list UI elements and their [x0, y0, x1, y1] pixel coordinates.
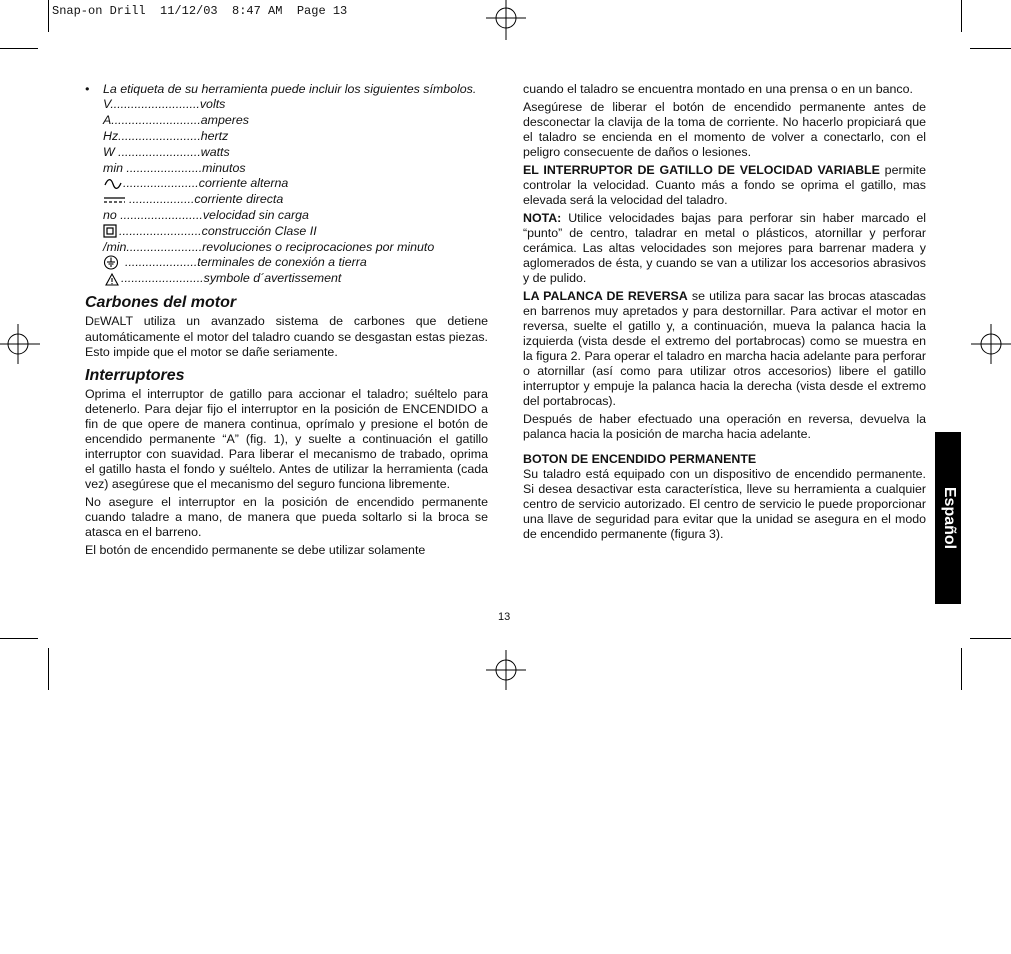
symbol-desc: volts [199, 97, 226, 112]
class-ii-construction-icon [103, 224, 119, 238]
symbol-key: ..................... [125, 255, 198, 270]
registration-mark-icon [486, 650, 526, 690]
symbols-intro-text: La etiqueta de su herramienta puede incluir los siguientes símbolos. [103, 82, 477, 96]
bullet-dot: • [85, 82, 90, 96]
crop-mark [970, 48, 1011, 49]
boton-heading: BOTON DE ENCENDIDO PERMANENTE [523, 452, 757, 466]
section-heading-interruptores: Interruptores [85, 366, 185, 384]
symbol-key: min ...................... [103, 160, 203, 175]
print-slug: Snap-on Drill 11/12/03 8:47 AM Page 13 [52, 4, 348, 18]
crop-mark [961, 0, 962, 32]
left-column [85, 82, 488, 561]
symbol-row [103, 239, 488, 255]
symbol-key: ........................ [121, 271, 204, 286]
symbol-key: /min...................... [103, 239, 203, 254]
symbol-desc: corriente directa [194, 192, 284, 207]
symbol-key: V.......................... [103, 97, 200, 112]
nota-text: Utilice velocidades bajas para perforar sin haber marcado el “punto” de centro, taladrar en metal o plásticos, atornillar y perforar cerámica. Las altas velocidades son mejores para barrenar madera y aglomerados de ésta, y cuando se van a utilizar los accesorios abrasivos y de pulido. [523, 211, 926, 285]
symbol-desc: amperes [200, 113, 249, 128]
interruptores-paragraph-2: No asegure el interruptor en la posición de encendido permanente cuando taladre a mano, de manera que pueda soltarlo si la broca se atasca en el barreno. [85, 494, 488, 539]
brand-rest: WALT [99, 313, 133, 328]
registration-mark-icon [971, 324, 1011, 364]
symbol-row [103, 97, 488, 113]
gatillo-paragraph [523, 163, 926, 208]
symbol-desc: watts [200, 144, 230, 159]
reversa-paragraph [523, 289, 926, 409]
brand-e: E [93, 316, 100, 327]
symbol-desc: terminales de conexión a tierra [197, 255, 367, 270]
interruptores-paragraph-1: Oprima el interruptor de gatillo para accionar el taladro; suéltelo para detenerlo. Para dejar fijo el interruptor en la posición de ENCENDIDO a fin de que opere de manera continua, oprímalo y presione el botón de encendido permanente “A” (fig. 1), y suelte a continuación el gatillo interruptor con suavidad. Para liberar el mecanismo de trabado, oprima el gatillo hasta el fondo y suéltelo. Antes de utilizar la herramienta (cada vez) asegúrese que el mecanismo del seguro funciona libremente. [85, 386, 488, 491]
symbol-row [103, 223, 488, 239]
carbones-paragraph [85, 314, 488, 360]
despues-paragraph: Después de haber efectuado una operación en reversa, devuelva la palanca hacia la posición de marcha hacia adelante. [523, 412, 926, 441]
reversa-label: LA PALANCA DE REVERSA [523, 289, 688, 303]
symbol-list [103, 97, 488, 287]
gatillo-heading: EL INTERRUPTOR DE GATILLO DE VELOCIDAD VARIABLE [523, 163, 880, 177]
warning-triangle-icon [103, 272, 121, 286]
direct-current-icon [103, 193, 129, 207]
language-tab-label: Español [941, 486, 958, 550]
interruptores-paragraph-3: El botón de encendido permanente se debe utilizar solamente [85, 542, 426, 557]
carbones-text: utiliza un avanzado sistema de carbones que detiene automáticamente el motor del taladro cuando se desgastan estas piezas. Esto impide que el motor se dañe seriamente. [85, 313, 488, 359]
gatillo-text: permite controlar la velocidad. Cuanto más a fondo se oprima el gatillo, mas elevada será la velocidad del taladro. [523, 163, 926, 207]
symbol-desc: velocidad sin carga [202, 207, 309, 222]
symbol-key: ................... [129, 192, 195, 207]
symbol-key: Hz........................ [103, 128, 201, 143]
symbol-row [103, 129, 488, 145]
symbol-desc: construcción Clase II [201, 223, 317, 238]
symbol-row [103, 271, 488, 287]
symbol-row [103, 113, 488, 129]
right-paragraph-1: cuando el taladro se encuentra montado en una prensa o en un banco. [523, 82, 913, 96]
registration-mark-icon [486, 0, 526, 40]
right-column [523, 82, 926, 545]
crop-mark [48, 648, 49, 690]
symbol-desc: revoluciones o reciprocaciones por minuto [202, 239, 435, 254]
section-heading-carbones: Carbones del motor [85, 293, 237, 311]
symbol-row [103, 160, 488, 176]
symbol-row [103, 208, 488, 224]
nota-paragraph [523, 211, 926, 286]
symbol-key: ........................ [119, 223, 202, 238]
earth-ground-icon [103, 255, 125, 270]
page-number: 13 [498, 611, 511, 623]
nota-label: NOTA: [523, 211, 562, 225]
brand-d: D [85, 313, 94, 328]
reversa-text: se utiliza para sacar las brocas atascadas en barrenos muy apretados y para destornillar. Para activar el motor en reversa, suelte el gatillo y, a continuación, mueva la palanca hacia la izquierda (vista desde el extremo del portabrocas) como se muestra en la figura 2. Para operar el taladro en marcha hacia adelante para perforar o atornillar (así como para utilizar otros accesorios) libere el gatillo interruptor y empuje la palanca hacia la derecha (vista desde el extremo del portabrocas). [523, 289, 926, 408]
crop-mark [961, 648, 962, 690]
symbol-key: no ........................ [103, 207, 203, 222]
crop-mark [0, 48, 38, 49]
right-paragraph-2: Asegúrese de liberar el botón de encendido permanente antes de desconectar la clavija de la toma de corriente. No hacerlo propiciará que el taladro se encienda en el momento de volver a conectarlo, con el peligro consecuente de daños o lesiones. [523, 100, 926, 159]
symbol-key: ...................... [123, 176, 199, 191]
boton-paragraph: Su taladro está equipado con un dispositivo de encendido permanente. Si desea desactivar esta característica, lleve su herramienta a cualquier centro de servicio autorizado. El centro de servicio le puede proporcionar una llave de seguridad para evitar que la unidad se asegura en el modo de encendido permanente (figura 3). [523, 467, 926, 541]
symbol-row [103, 144, 488, 160]
crop-mark [0, 638, 38, 639]
symbol-desc: hertz [200, 128, 229, 143]
symbol-desc: corriente alterna [198, 176, 289, 191]
alternating-current-icon [103, 177, 123, 191]
registration-mark-icon [0, 324, 40, 364]
crop-mark [970, 638, 1011, 639]
symbol-key: W ........................ [103, 144, 201, 159]
symbol-row [103, 255, 488, 271]
symbol-row [103, 176, 488, 192]
crop-mark [48, 0, 49, 32]
symbols-intro [85, 82, 488, 97]
symbol-row [103, 192, 488, 208]
symbol-desc: symbole d´avertissement [203, 271, 342, 286]
symbol-desc: minutos [202, 160, 246, 175]
symbol-key: A.......................... [103, 113, 201, 128]
